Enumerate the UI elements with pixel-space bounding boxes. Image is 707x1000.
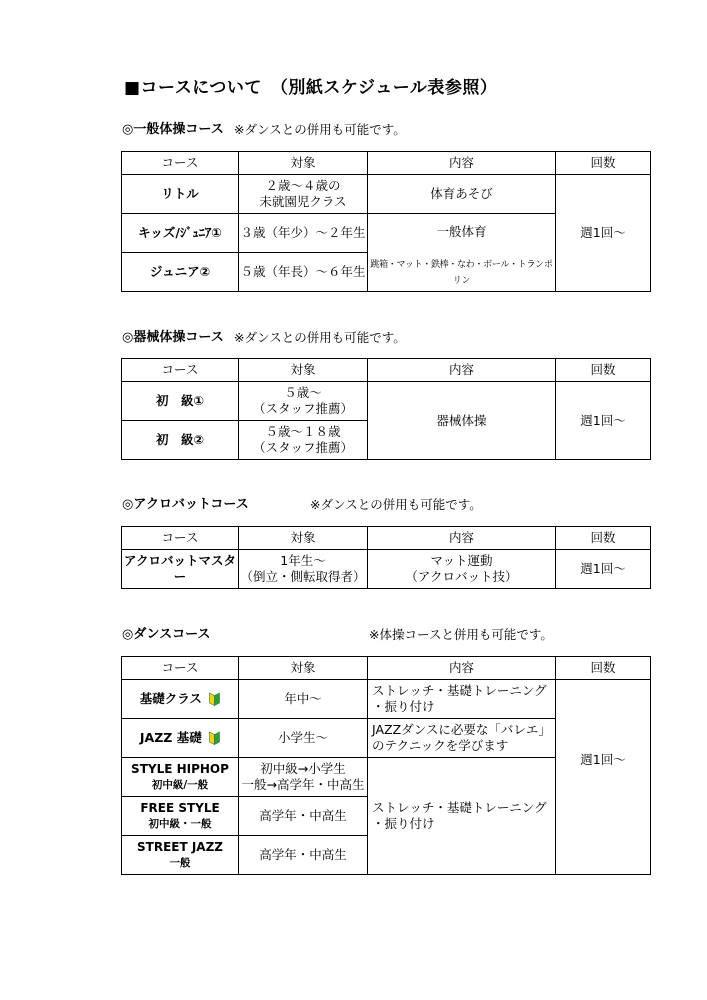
content-detail: 跳箱・マット・鉄棒・なわ・ボール・トランポリン xyxy=(370,260,553,286)
target-line: （スタッフ推薦） xyxy=(252,401,353,416)
target-line: ２歳～４歳の xyxy=(265,178,341,193)
target-line: （倒立・側転取得者） xyxy=(240,569,366,584)
header-content: 内容 xyxy=(368,359,556,382)
header-target: 対象 xyxy=(239,359,368,382)
content-line: ・振り付け xyxy=(372,816,435,831)
dance-course-table xyxy=(121,656,651,875)
course-target xyxy=(239,421,368,460)
course-label: STREET JAZZ xyxy=(137,840,223,854)
target-line: （スタッフ推薦） xyxy=(252,440,353,455)
course-name: 初 級② xyxy=(122,421,239,460)
general-heading: ◎一般体操コース xyxy=(122,122,224,137)
table-row xyxy=(122,680,651,719)
dance-heading: ◎ダンスコース xyxy=(122,627,211,642)
course-name: アクロバットマスター xyxy=(122,550,239,589)
target-line: ５歳～１８歳 xyxy=(265,424,341,439)
course-level: 初中級/一般 xyxy=(151,779,209,791)
table-header-row xyxy=(122,657,651,680)
course-label: STYLE HIPHOP xyxy=(131,762,229,776)
course-name xyxy=(122,680,239,719)
beginner-mark-icon xyxy=(209,691,220,706)
content-line: マット運動 xyxy=(430,553,493,568)
acro-section-heading xyxy=(122,496,482,514)
course-content: 体育あそび xyxy=(368,175,556,214)
dance-note: ※体操コースと併用も可能です。 xyxy=(369,627,553,642)
apparatus-section-heading xyxy=(122,329,406,347)
header-content: 内容 xyxy=(368,152,556,175)
target-line: 一般→高学年・中高生 xyxy=(241,777,365,792)
course-target: 小学生～ xyxy=(239,719,368,758)
course-target xyxy=(239,758,368,797)
apparatus-heading: ◎器械体操コース xyxy=(122,330,224,345)
course-level: 一般 xyxy=(169,857,191,869)
apparatus-course-table xyxy=(121,358,651,460)
header-content: 内容 xyxy=(368,657,556,680)
content-line: ストレッチ・基礎トレーニング xyxy=(372,683,547,698)
course-name xyxy=(122,797,239,836)
content-line: JAZZダンスに必要な「バレエ」 xyxy=(372,722,551,737)
course-target: 年中～ xyxy=(239,680,368,719)
target-line: 初中級→小学生 xyxy=(260,761,346,776)
header-course: コース xyxy=(122,527,239,550)
course-content xyxy=(368,680,556,719)
course-content xyxy=(368,719,556,758)
course-name xyxy=(122,836,239,875)
target-line: 1年生～ xyxy=(280,553,326,568)
course-times: 週1回～ xyxy=(556,382,651,460)
course-name: キッズ/ｼﾞｭﾆｱ① xyxy=(122,214,239,253)
course-times: 週1回～ xyxy=(556,550,651,589)
beginner-mark-icon xyxy=(209,730,220,745)
acro-note: ※ダンスとの併用も可能です。 xyxy=(310,497,482,512)
header-times: 回数 xyxy=(556,657,651,680)
course-target: 高学年・中高生 xyxy=(239,797,368,836)
general-section-heading xyxy=(122,121,406,139)
target-line: ５歳～ xyxy=(284,385,322,400)
content-line: ・振り付け xyxy=(372,699,435,714)
course-name xyxy=(122,719,239,758)
course-name: ジュニア② xyxy=(122,253,239,292)
course-times: 週1回～ xyxy=(556,680,651,875)
course-target xyxy=(239,175,368,214)
header-times: 回数 xyxy=(556,359,651,382)
dance-section-heading xyxy=(122,626,553,644)
table-row xyxy=(122,382,651,421)
apparatus-note: ※ダンスとの併用も可能です。 xyxy=(234,330,406,345)
acro-heading: ◎アクロバットコース xyxy=(122,497,249,512)
general-course-table xyxy=(121,151,651,292)
page-title: ■コースについて （別紙スケジュール表参照） xyxy=(124,78,498,98)
course-label: JAZZ 基礎 xyxy=(139,730,202,745)
course-target: ３歳（年少）～２年生 xyxy=(239,214,368,253)
content-line: のテクニックを学びます xyxy=(372,738,509,753)
course-name xyxy=(122,758,239,797)
course-target xyxy=(239,550,368,589)
course-target: 高学年・中高生 xyxy=(239,836,368,875)
header-times: 回数 xyxy=(556,152,651,175)
course-content xyxy=(368,550,556,589)
header-target: 対象 xyxy=(239,527,368,550)
acro-course-table xyxy=(121,526,651,589)
header-content: 内容 xyxy=(368,527,556,550)
course-target: ５歳（年長）～６年生 xyxy=(239,253,368,292)
table-header-row xyxy=(122,527,651,550)
content-line: ストレッチ・基礎トレーニング xyxy=(372,800,547,815)
table-header-row xyxy=(122,152,651,175)
course-name: リトル xyxy=(122,175,239,214)
header-target: 対象 xyxy=(239,152,368,175)
table-header-row xyxy=(122,359,651,382)
course-level: 初中級・一般 xyxy=(148,818,212,830)
target-line: 未就園児クラス xyxy=(259,194,347,209)
header-course: コース xyxy=(122,657,239,680)
course-target xyxy=(239,382,368,421)
content-line: 一般体育 xyxy=(436,224,487,239)
table-row xyxy=(122,175,651,214)
header-course: コース xyxy=(122,359,239,382)
header-course: コース xyxy=(122,152,239,175)
course-name: 初 級① xyxy=(122,382,239,421)
course-label: FREE STYLE xyxy=(140,801,220,815)
table-row xyxy=(122,550,651,589)
header-times: 回数 xyxy=(556,527,651,550)
content-line: （アクロバット技） xyxy=(405,569,518,584)
course-label: 基礎クラス xyxy=(139,691,202,706)
course-content xyxy=(368,214,556,292)
header-target: 対象 xyxy=(239,657,368,680)
course-times: 週1回～ xyxy=(556,175,651,292)
general-note: ※ダンスとの併用も可能です。 xyxy=(234,122,406,137)
course-content: 器械体操 xyxy=(368,382,556,460)
course-content xyxy=(368,758,556,875)
